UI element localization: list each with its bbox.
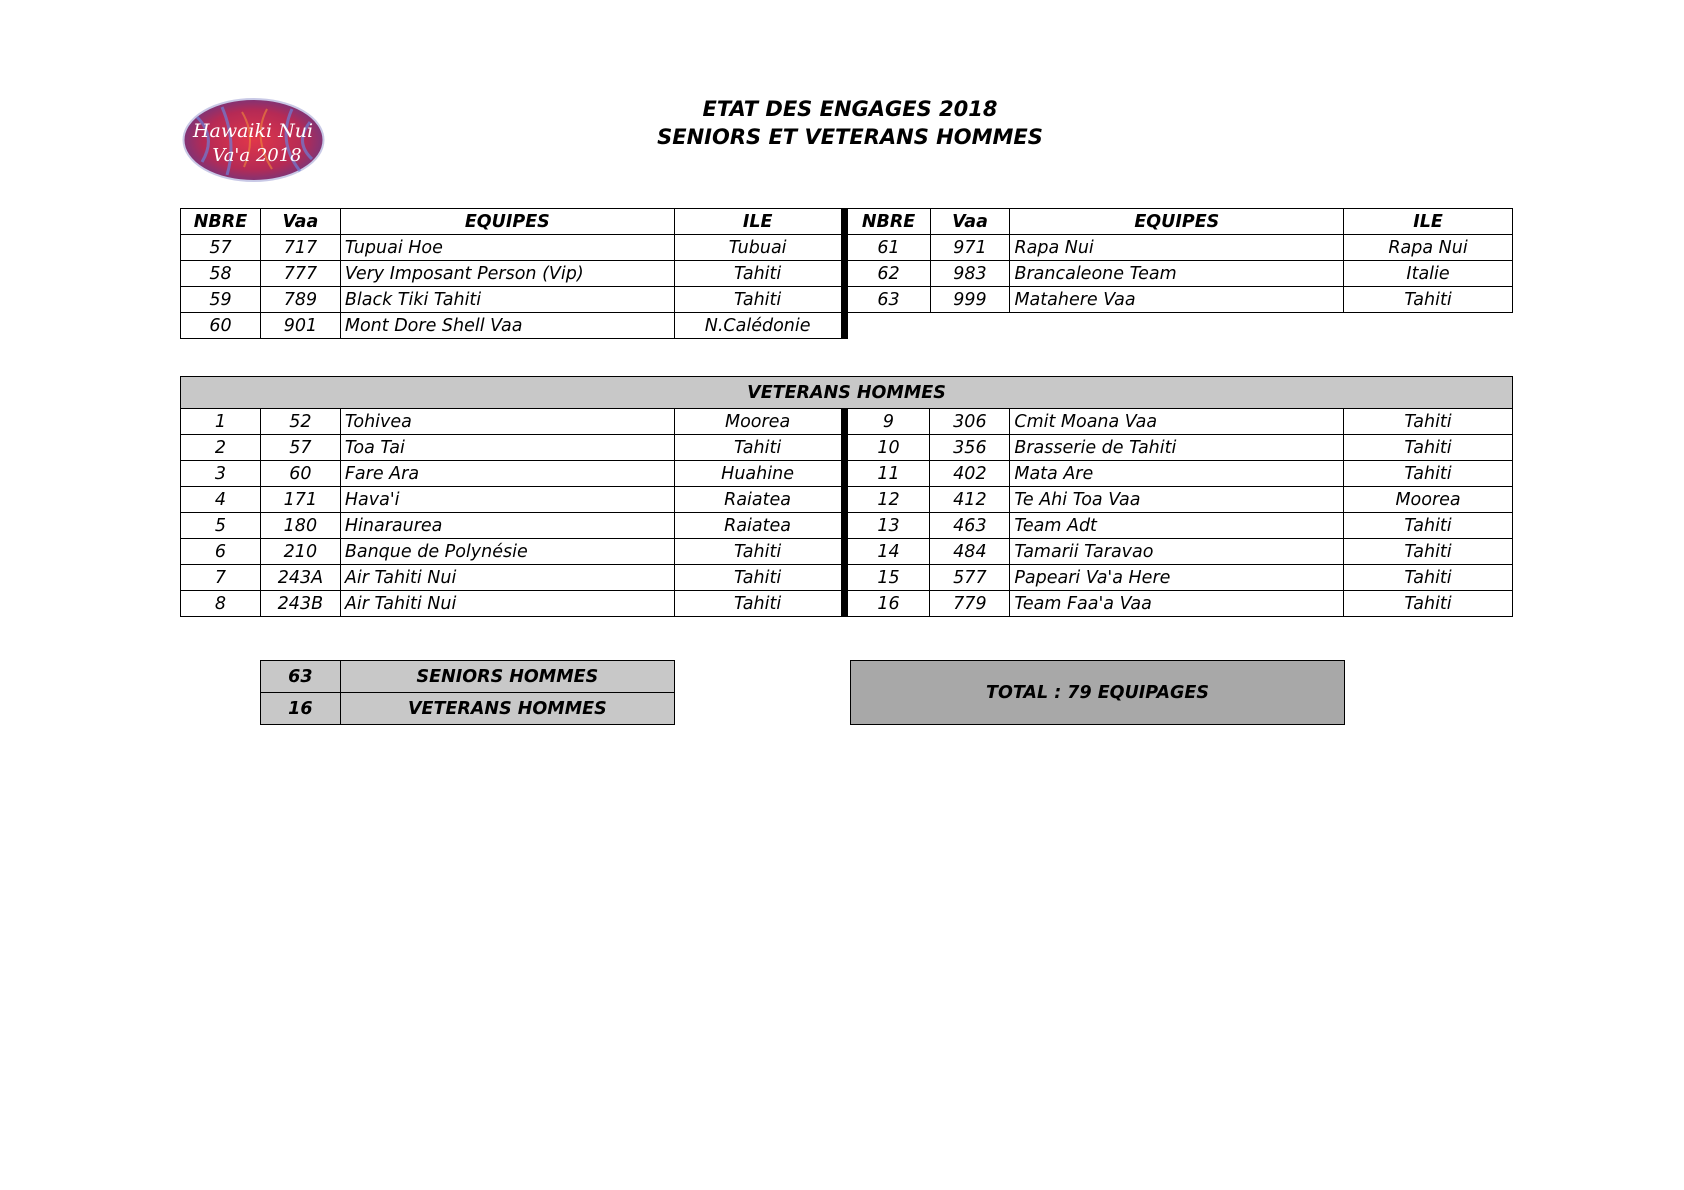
col-header-nbre: NBRE [844, 209, 930, 235]
table-row [181, 313, 1513, 339]
cell-nbre: 62 [844, 261, 930, 287]
table-row [181, 565, 1513, 591]
cell-nbre: 7 [181, 565, 261, 591]
table-row [181, 409, 1513, 435]
cell-ile: Tahiti [1344, 461, 1513, 487]
cell-vaa: 57 [260, 435, 340, 461]
cell-ile: Tahiti [1344, 435, 1513, 461]
col-header-ile: ILE [674, 209, 844, 235]
cell-nbre: 1 [181, 409, 261, 435]
cell-ile: Tubuai [674, 235, 844, 261]
summary-label: SENIORS HOMMES [340, 661, 674, 693]
logo-text-line2: Va'a 2018 [212, 145, 302, 166]
cell-nbre: 14 [844, 539, 930, 565]
cell-ile: Moorea [1344, 487, 1513, 513]
cell-equipe: Rapa Nui [1010, 235, 1344, 261]
summary-count: 16 [261, 693, 341, 725]
cell-equipe: Banque de Polynésie [340, 539, 674, 565]
cell-equipe: Matahere Vaa [1010, 287, 1344, 313]
cell-nbre: 59 [181, 287, 261, 313]
cell-vaa: 717 [260, 235, 340, 261]
col-header-equipes: EQUIPES [340, 209, 674, 235]
cell-vaa: 779 [930, 591, 1010, 617]
cell-vaa: 210 [260, 539, 340, 565]
cell-vaa: 777 [260, 261, 340, 287]
cell-ile: Huahine [674, 461, 844, 487]
veterans-table [180, 376, 1513, 617]
cell-equipe: Hava'i [340, 487, 674, 513]
cell-equipe: Air Tahiti Nui [340, 565, 674, 591]
cell-nbre: 15 [844, 565, 930, 591]
table-row [181, 539, 1513, 565]
cell-nbre: 4 [181, 487, 261, 513]
cell-nbre: 13 [844, 513, 930, 539]
cell-equipe: Brancaleone Team [1010, 261, 1344, 287]
col-header-vaa: Vaa [930, 209, 1010, 235]
cell-equipe: Fare Ara [340, 461, 674, 487]
cell-vaa: 463 [930, 513, 1010, 539]
cell-vaa: 243A [260, 565, 340, 591]
empty-cell [844, 313, 930, 339]
cell-nbre: 16 [844, 591, 930, 617]
cell-equipe: Very Imposant Person (Vip) [340, 261, 674, 287]
cell-nbre: 3 [181, 461, 261, 487]
empty-cell [1010, 313, 1344, 339]
table-row [181, 591, 1513, 617]
cell-nbre: 58 [181, 261, 261, 287]
hawaiki-nui-logo [182, 97, 325, 183]
cell-ile: Tahiti [674, 287, 844, 313]
cell-vaa: 999 [930, 287, 1010, 313]
cell-equipe: Brasserie de Tahiti [1010, 435, 1344, 461]
cell-equipe: Tohivea [340, 409, 674, 435]
cell-equipe: Cmit Moana Vaa [1010, 409, 1344, 435]
cell-equipe: Tamarii Taravao [1010, 539, 1344, 565]
cell-equipe: Hinaraurea [340, 513, 674, 539]
cell-equipe: Mata Are [1010, 461, 1344, 487]
cell-nbre: 10 [844, 435, 930, 461]
empty-cell [930, 313, 1010, 339]
cell-ile: N.Calédonie [674, 313, 844, 339]
cell-equipe: Te Ahi Toa Vaa [1010, 487, 1344, 513]
cell-vaa: 402 [930, 461, 1010, 487]
empty-cell [1344, 313, 1513, 339]
cell-ile: Tahiti [674, 565, 844, 591]
summary-label: VETERANS HOMMES [340, 693, 674, 725]
col-header-equipes: EQUIPES [1010, 209, 1344, 235]
table-row [181, 461, 1513, 487]
cell-ile: Italie [1344, 261, 1513, 287]
cell-vaa: 243B [260, 591, 340, 617]
total-label: TOTAL : 79 EQUIPAGES [986, 682, 1209, 703]
cell-vaa: 60 [260, 461, 340, 487]
cell-nbre: 57 [181, 235, 261, 261]
cell-nbre: 9 [844, 409, 930, 435]
cell-vaa: 577 [930, 565, 1010, 591]
table-row [181, 261, 1513, 287]
cell-ile: Tahiti [1344, 513, 1513, 539]
table-row [181, 235, 1513, 261]
col-header-ile: ILE [1344, 209, 1513, 235]
cell-vaa: 306 [930, 409, 1010, 435]
summary-count: 63 [261, 661, 341, 693]
cell-vaa: 356 [930, 435, 1010, 461]
cell-vaa: 983 [930, 261, 1010, 287]
cell-vaa: 901 [260, 313, 340, 339]
cell-ile: Tahiti [674, 261, 844, 287]
page-subtitle: SENIORS ET VETERANS HOMMES [657, 125, 1043, 149]
cell-ile: Moorea [674, 409, 844, 435]
cell-ile: Rapa Nui [1344, 235, 1513, 261]
cell-equipe: Tupuai Hoe [340, 235, 674, 261]
col-header-nbre: NBRE [181, 209, 261, 235]
cell-vaa: 789 [260, 287, 340, 313]
cell-equipe: Team Faa'a Vaa [1010, 591, 1344, 617]
table-row [181, 287, 1513, 313]
cell-nbre: 6 [181, 539, 261, 565]
cell-equipe: Team Adt [1010, 513, 1344, 539]
cell-equipe: Air Tahiti Nui [340, 591, 674, 617]
cell-vaa: 171 [260, 487, 340, 513]
page-title: ETAT DES ENGAGES 2018 [702, 97, 998, 121]
col-header-vaa: Vaa [260, 209, 340, 235]
total-box [850, 660, 1345, 725]
cell-vaa: 180 [260, 513, 340, 539]
cell-equipe: Mont Dore Shell Vaa [340, 313, 674, 339]
cell-ile: Tahiti [1344, 409, 1513, 435]
cell-nbre: 11 [844, 461, 930, 487]
cell-ile: Raiatea [674, 513, 844, 539]
cell-equipe: Toa Tai [340, 435, 674, 461]
cell-vaa: 52 [260, 409, 340, 435]
cell-nbre: 12 [844, 487, 930, 513]
seniors-table [180, 208, 1513, 339]
cell-ile: Tahiti [1344, 287, 1513, 313]
cell-vaa: 412 [930, 487, 1010, 513]
cell-equipe: Papeari Va'a Here [1010, 565, 1344, 591]
cell-ile: Tahiti [674, 591, 844, 617]
table-row [181, 487, 1513, 513]
cell-ile: Tahiti [1344, 565, 1513, 591]
cell-nbre: 8 [181, 591, 261, 617]
cell-nbre: 61 [844, 235, 930, 261]
summary-table [260, 660, 675, 725]
cell-ile: Tahiti [674, 435, 844, 461]
cell-nbre: 2 [181, 435, 261, 461]
table-row [181, 513, 1513, 539]
summary-row [261, 661, 675, 693]
cell-ile: Raiatea [674, 487, 844, 513]
logo-text-line1: Hawaiki Nui [192, 120, 314, 142]
seniors-header-row [181, 209, 1513, 235]
cell-ile: Tahiti [1344, 591, 1513, 617]
cell-equipe: Black Tiki Tahiti [340, 287, 674, 313]
cell-ile: Tahiti [1344, 539, 1513, 565]
cell-vaa: 971 [930, 235, 1010, 261]
cell-nbre: 5 [181, 513, 261, 539]
veterans-section-header: VETERANS HOMMES [181, 377, 1513, 409]
cell-ile: Tahiti [674, 539, 844, 565]
cell-nbre: 63 [844, 287, 930, 313]
cell-vaa: 484 [930, 539, 1010, 565]
cell-nbre: 60 [181, 313, 261, 339]
table-row [181, 435, 1513, 461]
summary-row [261, 693, 675, 725]
